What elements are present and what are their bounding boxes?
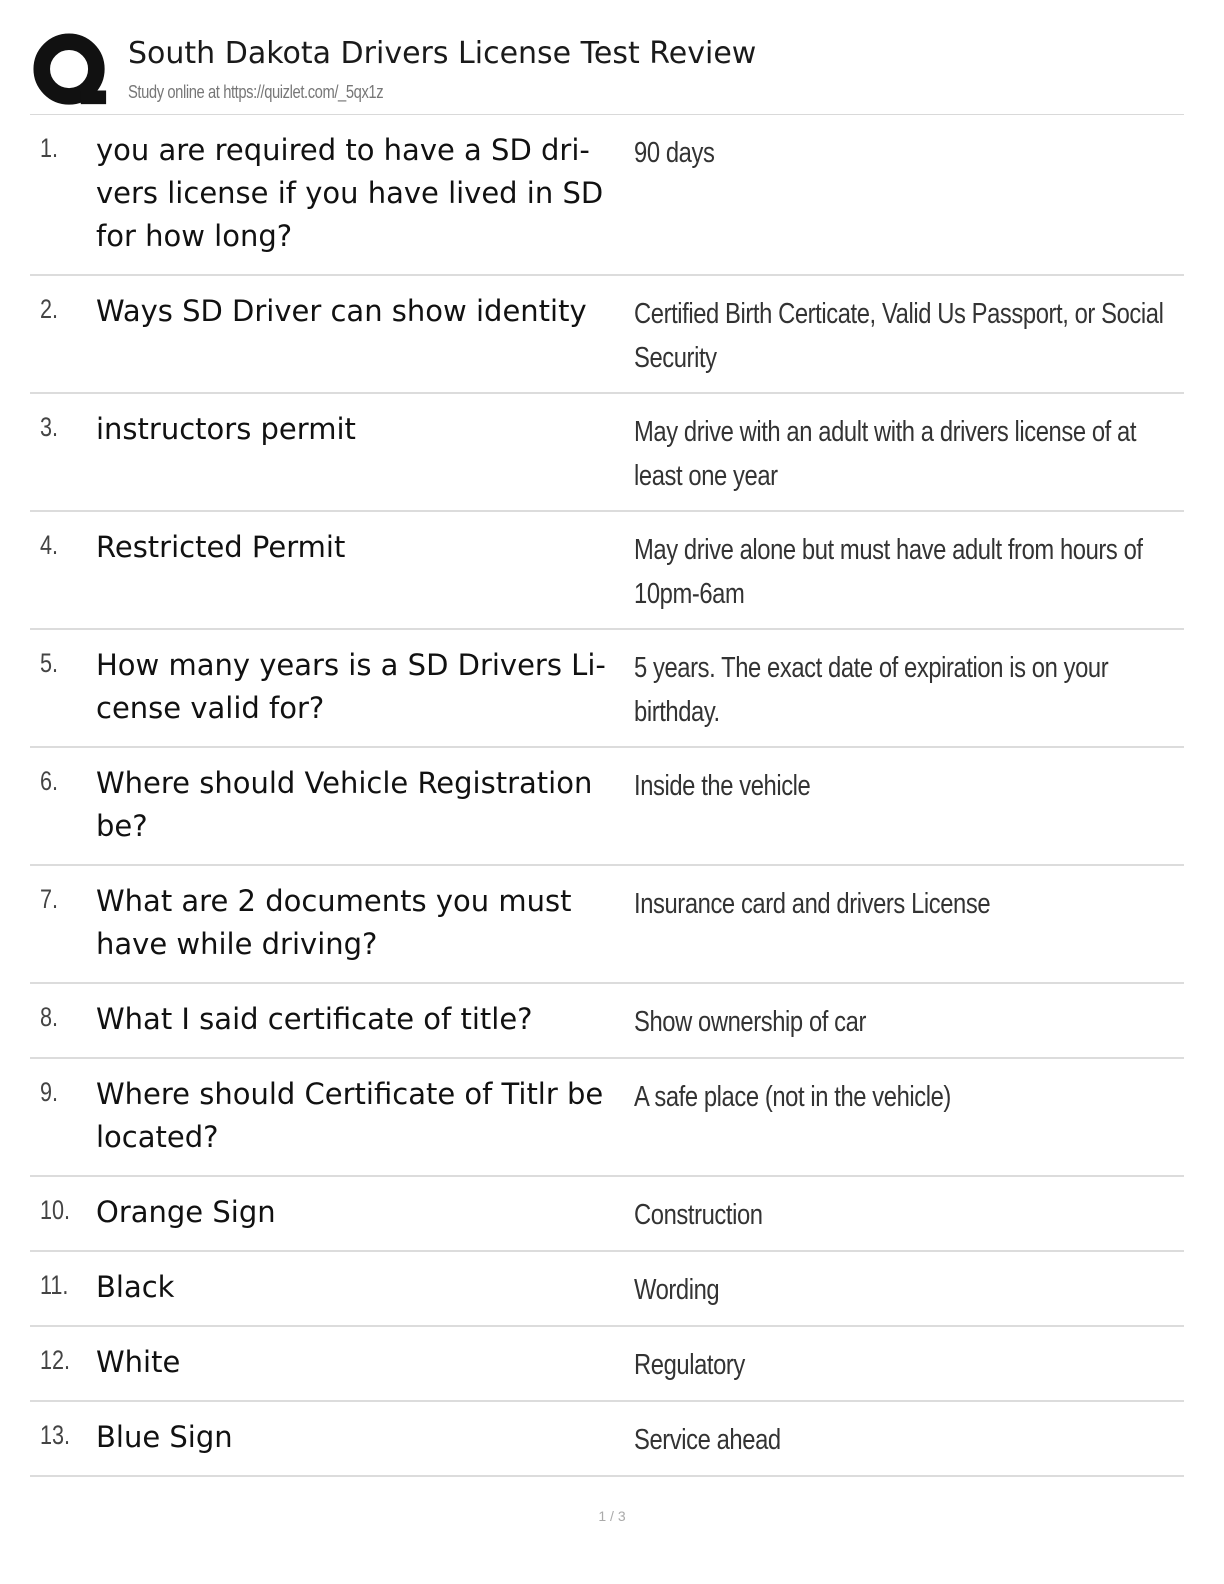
item-term: Where should Vehicle Registration be? [96,766,593,843]
item-number: 6. [40,766,59,796]
item-definition: Service ahead [634,1424,781,1456]
list-item [30,984,1184,1059]
item-definition: Certified Birth Certicate, Valid Us Passport, or Social Security [634,298,1164,374]
item-definition: Wording [634,1274,720,1306]
item-definition: A safe place (not in the vehicle) [634,1081,951,1113]
page-title: South Dakota Drivers License Test Review [128,36,757,71]
item-term: White [96,1345,181,1379]
list-item [30,1402,1184,1477]
item-number: 8. [40,1002,59,1032]
flashcard-list [30,115,1184,1477]
list-item [30,276,1184,394]
item-number: 1. [40,133,59,163]
item-number: 12. [40,1345,71,1375]
item-definition: Construction [634,1199,763,1231]
study-online-link-text: Study online at https://quizlet.com/_5qx1z [128,82,384,102]
item-term: instructors permit [96,412,356,446]
item-number: 11. [40,1270,69,1300]
item-term: you are required to have a SD dri- vers license if you have lived in SD for how long? [96,133,604,253]
item-definition: May drive alone but must have adult from hours of 10pm-6am [634,534,1143,610]
item-definition: Insurance card and drivers License [634,888,991,920]
list-item [30,748,1184,866]
item-number: 10. [40,1195,71,1225]
item-number: 7. [40,884,59,914]
item-definition: Regulatory [634,1349,745,1381]
item-definition: 5 years. The exact date of expiration is on your birthday. [634,652,1109,728]
list-item [30,512,1184,630]
list-item [30,1252,1184,1327]
list-item [30,630,1184,748]
list-item [30,394,1184,512]
item-term: Orange Sign [96,1195,276,1229]
list-item [30,866,1184,984]
item-definition: Inside the vehicle [634,770,811,802]
quizlet-q-logo-icon [32,32,110,110]
list-item [30,1059,1184,1177]
item-number: 13. [40,1420,71,1450]
item-term: Ways SD Driver can show identity [96,294,587,328]
item-term: Restricted Permit [96,530,346,564]
item-number: 5. [40,648,59,678]
item-term: What are 2 documents you must have while driving? [96,884,572,961]
item-definition: 90 days [634,137,715,169]
list-item [30,1327,1184,1402]
page-header [30,28,1184,115]
item-number: 9. [40,1077,59,1107]
list-item [30,1177,1184,1252]
item-number: 2. [40,294,59,324]
item-term: What I said certificate of title? [96,1002,533,1036]
list-item [30,115,1184,276]
item-term: Black [96,1270,175,1304]
item-number: 3. [40,412,59,442]
item-definition: Show ownership of car [634,1006,866,1038]
item-term: Blue Sign [96,1420,233,1454]
item-number: 4. [40,530,59,560]
item-definition: May drive with an adult with a drivers license of at least one year [634,416,1137,492]
item-term: Where should Certificate of Titlr be located? [96,1077,604,1154]
item-term: How many years is a SD Drivers Li- cense valid for? [96,648,606,725]
page-number: 1 / 3 [598,1508,626,1524]
